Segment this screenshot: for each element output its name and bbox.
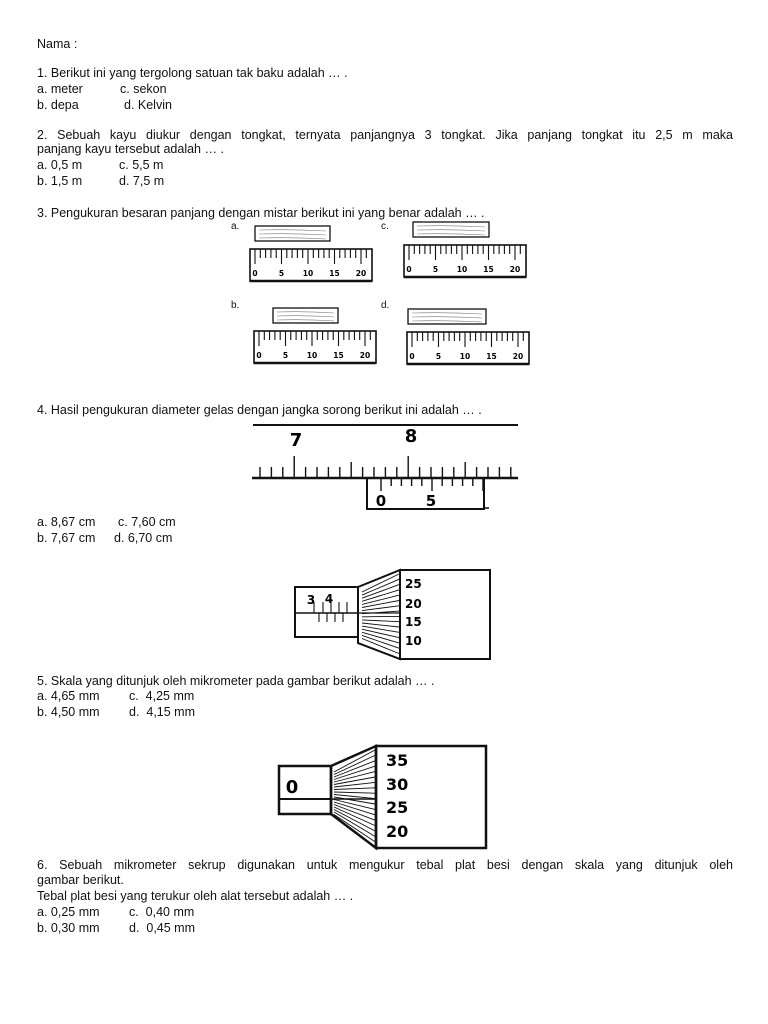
bevel-line bbox=[362, 623, 399, 627]
wood-block bbox=[413, 222, 489, 237]
question-2-line-1: 2. Sebuah kayu diukur dengan tongkat, ternyata panjangnya 3 tongkat. Jika panjang tongkat itu 2,5 m maka bbox=[37, 128, 733, 142]
ruler-tick-label: 5 bbox=[435, 352, 442, 361]
ruler-tick-label: 10 bbox=[456, 265, 468, 274]
vernier-label-0: 0 bbox=[375, 492, 387, 510]
question-6-line-3: Tebal plat besi yang terukur oleh alat tersebut adalah … . bbox=[37, 889, 354, 903]
ruler-tick-label: 10 bbox=[306, 351, 318, 360]
bevel-line bbox=[334, 788, 375, 790]
thimble-number-20: 20 bbox=[405, 597, 422, 611]
name-label: Nama : bbox=[37, 37, 78, 51]
main-scale-ticks bbox=[260, 456, 511, 478]
ruler-option-label-d: d. bbox=[381, 300, 390, 311]
q6-option-b: b. 0,30 mm bbox=[37, 921, 100, 935]
q6-option-c: c. 0,40 mm bbox=[129, 905, 195, 919]
wood-block bbox=[408, 309, 486, 324]
ruler-tick-label: 15 bbox=[329, 269, 340, 278]
bevel-line bbox=[334, 792, 375, 793]
question-5-text: 5. Skala yang ditunjuk oleh mikrometer pada gambar berikut adalah … . bbox=[37, 674, 435, 688]
wood-block bbox=[255, 226, 330, 241]
ruler-a bbox=[249, 224, 379, 284]
ruler-tick-label: 5 bbox=[282, 351, 289, 360]
thimble-number-15: 15 bbox=[405, 615, 422, 629]
q5-option-d: d. 4,15 mm bbox=[129, 705, 195, 719]
bevel-line bbox=[362, 626, 399, 632]
ruler-b bbox=[253, 306, 383, 366]
q4-option-c: c. 7,60 cm bbox=[118, 515, 176, 529]
ruler-tick-label: 15 bbox=[486, 352, 497, 361]
ruler-option-label-b: b. bbox=[231, 300, 240, 311]
question-4-text: 4. Hasil pengukuran diameter gelas dengan jangka sorong berikut ini adalah … . bbox=[37, 403, 482, 417]
thimble-number-35: 35 bbox=[386, 751, 409, 770]
sleeve-number-0: 0 bbox=[285, 777, 299, 798]
ruler-tick-label: 20 bbox=[359, 351, 371, 360]
q1-option-c: c. sekon bbox=[120, 82, 167, 96]
ruler-tick-label: 0 bbox=[406, 265, 412, 274]
ruler-tick-label: 5 bbox=[278, 269, 285, 278]
thimble-number-10: 10 bbox=[405, 634, 422, 648]
ruler-tick-label: 0 bbox=[409, 352, 415, 361]
bevel-line bbox=[362, 620, 399, 622]
q4-option-b: b. 7,67 cm bbox=[37, 531, 96, 545]
ruler-tick-label: 5 bbox=[432, 265, 439, 274]
micrometer-figure-2 bbox=[274, 736, 496, 856]
main-scale-label-8: 8 bbox=[404, 426, 418, 447]
question-6-line-1: 6. Sebuah mikrometer sekrup digunakan untuk mengukur tebal plat besi dengan skala yang ditunjuk oleh bbox=[37, 858, 733, 872]
question-3-text: 3. Pengukuran besaran panjang dengan mistar berikut ini yang benar adalah … . bbox=[37, 206, 485, 220]
q1-option-a: a. meter bbox=[37, 82, 83, 96]
ruler-tick-label: 20 bbox=[509, 265, 521, 274]
ruler-tick-label: 10 bbox=[302, 269, 314, 278]
ruler-tick-label: 0 bbox=[252, 269, 258, 278]
q5-option-c: c. 4,25 mm bbox=[129, 689, 195, 703]
thimble-number-25: 25 bbox=[386, 798, 409, 817]
sleeve-number-3: 3 bbox=[306, 593, 316, 607]
q1-option-b: b. depa bbox=[37, 98, 79, 112]
q2-option-c: c. 5,5 m bbox=[119, 158, 164, 172]
sleeve-number-4: 4 bbox=[324, 592, 334, 606]
thimble-number-20: 20 bbox=[386, 822, 409, 841]
vernier-caliper-figure bbox=[250, 420, 522, 516]
bevel-line bbox=[334, 800, 375, 810]
ruler-d bbox=[406, 307, 536, 367]
ruler-tick-label: 15 bbox=[483, 265, 494, 274]
question-6-line-2: gambar berikut. bbox=[37, 873, 124, 887]
ruler-tick-label: 20 bbox=[512, 352, 524, 361]
q6-option-a: a. 0,25 mm bbox=[37, 905, 100, 919]
q4-option-d: d. 6,70 cm bbox=[114, 531, 173, 545]
q1-option-d: d. Kelvin bbox=[124, 98, 172, 112]
bevel-line bbox=[362, 629, 399, 637]
vernier-label-5: 5 bbox=[425, 492, 437, 510]
bevel-line bbox=[334, 807, 375, 826]
thimble-number-30: 30 bbox=[386, 775, 409, 794]
question-2-line-2: panjang kayu tersebut adalah … . bbox=[37, 142, 224, 156]
ruler-tick-label: 20 bbox=[355, 269, 367, 278]
question-1-text: 1. Berikut ini yang tergolong satuan tak baku adalah … . bbox=[37, 66, 348, 80]
q2-option-d: d. 7,5 m bbox=[119, 174, 165, 188]
q5-option-a: a. 4,65 mm bbox=[37, 689, 100, 703]
micrometer-figure-1 bbox=[292, 564, 494, 668]
bevel-line bbox=[334, 755, 375, 774]
q6-option-d: d. 0,45 mm bbox=[129, 921, 195, 935]
main-scale-label-7: 7 bbox=[289, 430, 303, 451]
ruler-tick-label: 15 bbox=[333, 351, 344, 360]
ruler-tick-label: 10 bbox=[459, 352, 471, 361]
wood-block bbox=[273, 308, 338, 323]
thimble-bevel-lines bbox=[358, 574, 400, 654]
ruler-option-label-c: c. bbox=[381, 221, 389, 232]
vernier-scale-ticks bbox=[381, 478, 483, 491]
ruler-c bbox=[403, 220, 533, 280]
q4-option-a: a. 8,67 cm bbox=[37, 515, 96, 529]
thimble-number-25: 25 bbox=[405, 577, 422, 591]
q2-option-b: b. 1,5 m bbox=[37, 174, 83, 188]
q5-option-b: b. 4,50 mm bbox=[37, 705, 100, 719]
bevel-line bbox=[362, 579, 399, 595]
ruler-option-label-a: a. bbox=[231, 221, 240, 232]
ruler-tick-label: 0 bbox=[256, 351, 262, 360]
q2-option-a: a. 0,5 m bbox=[37, 158, 83, 172]
